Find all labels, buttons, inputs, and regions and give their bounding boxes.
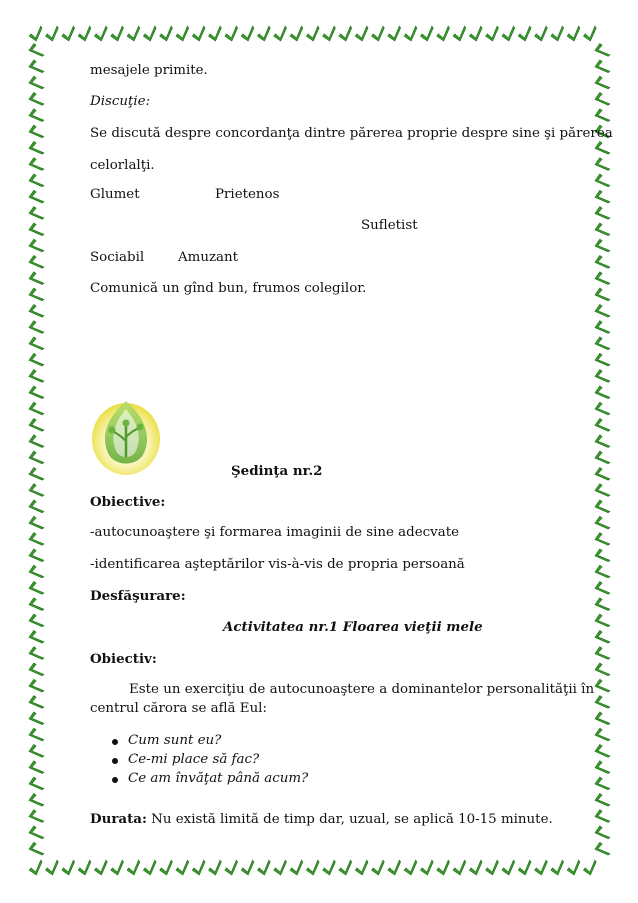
desfasurare-heading: Desfăşurare: <box>90 588 186 604</box>
bullet-item: Ce am învăţat până acum? <box>128 771 309 786</box>
bullet-item: Ce-mi place să fac? <box>128 752 260 767</box>
duration-line <box>90 810 553 829</box>
text-line: celorlalţi. <box>90 158 155 173</box>
trait-word: Glumet <box>90 187 140 202</box>
trait-word: Amuzant <box>178 250 239 265</box>
objective-item: -identificarea aşteptărilor vis-à-vis de propria persoană <box>90 557 465 572</box>
obiectiv-text: Este un exerciţiu de autocunoaştere a dominantelor personalităţii în <box>129 682 595 697</box>
trait-word: Sociabil <box>90 250 145 265</box>
trait-word: Prietenos <box>215 187 280 202</box>
text-line: Se discută despre concordanţa dintre părerea proprie despre sine şi părerea <box>90 126 613 141</box>
activity-title: Activitatea nr.1 Floarea vieţii mele <box>223 619 483 635</box>
obiectiv-heading: Obiectiv: <box>90 651 157 667</box>
session-title: Şedinţa nr.2 <box>231 463 323 479</box>
bullet-item: Cum sunt eu? <box>128 733 222 748</box>
text-line: Comunică un gînd bun, frumos colegilor. <box>90 281 367 296</box>
objectives-heading: Obiective: <box>90 494 166 510</box>
objective-item: -autocunoaştere şi formarea imaginii de sine adecvate <box>90 525 460 540</box>
trait-word: Sufletist <box>361 218 418 233</box>
bullet-dot <box>112 739 118 745</box>
bullet-dot <box>112 777 118 783</box>
tree-of-life-logo <box>86 395 170 479</box>
duration-text: Nu există limită de timp dar, uzual, se aplică 10-15 minute. <box>146 812 553 827</box>
duration-label: Durata: <box>90 811 147 827</box>
bullet-dot <box>112 758 118 764</box>
text-line: mesajele primite. <box>90 63 208 78</box>
discussion-heading: Discuţie: <box>90 94 151 109</box>
obiectiv-text: centrul cărora se află Eul: <box>90 701 267 716</box>
